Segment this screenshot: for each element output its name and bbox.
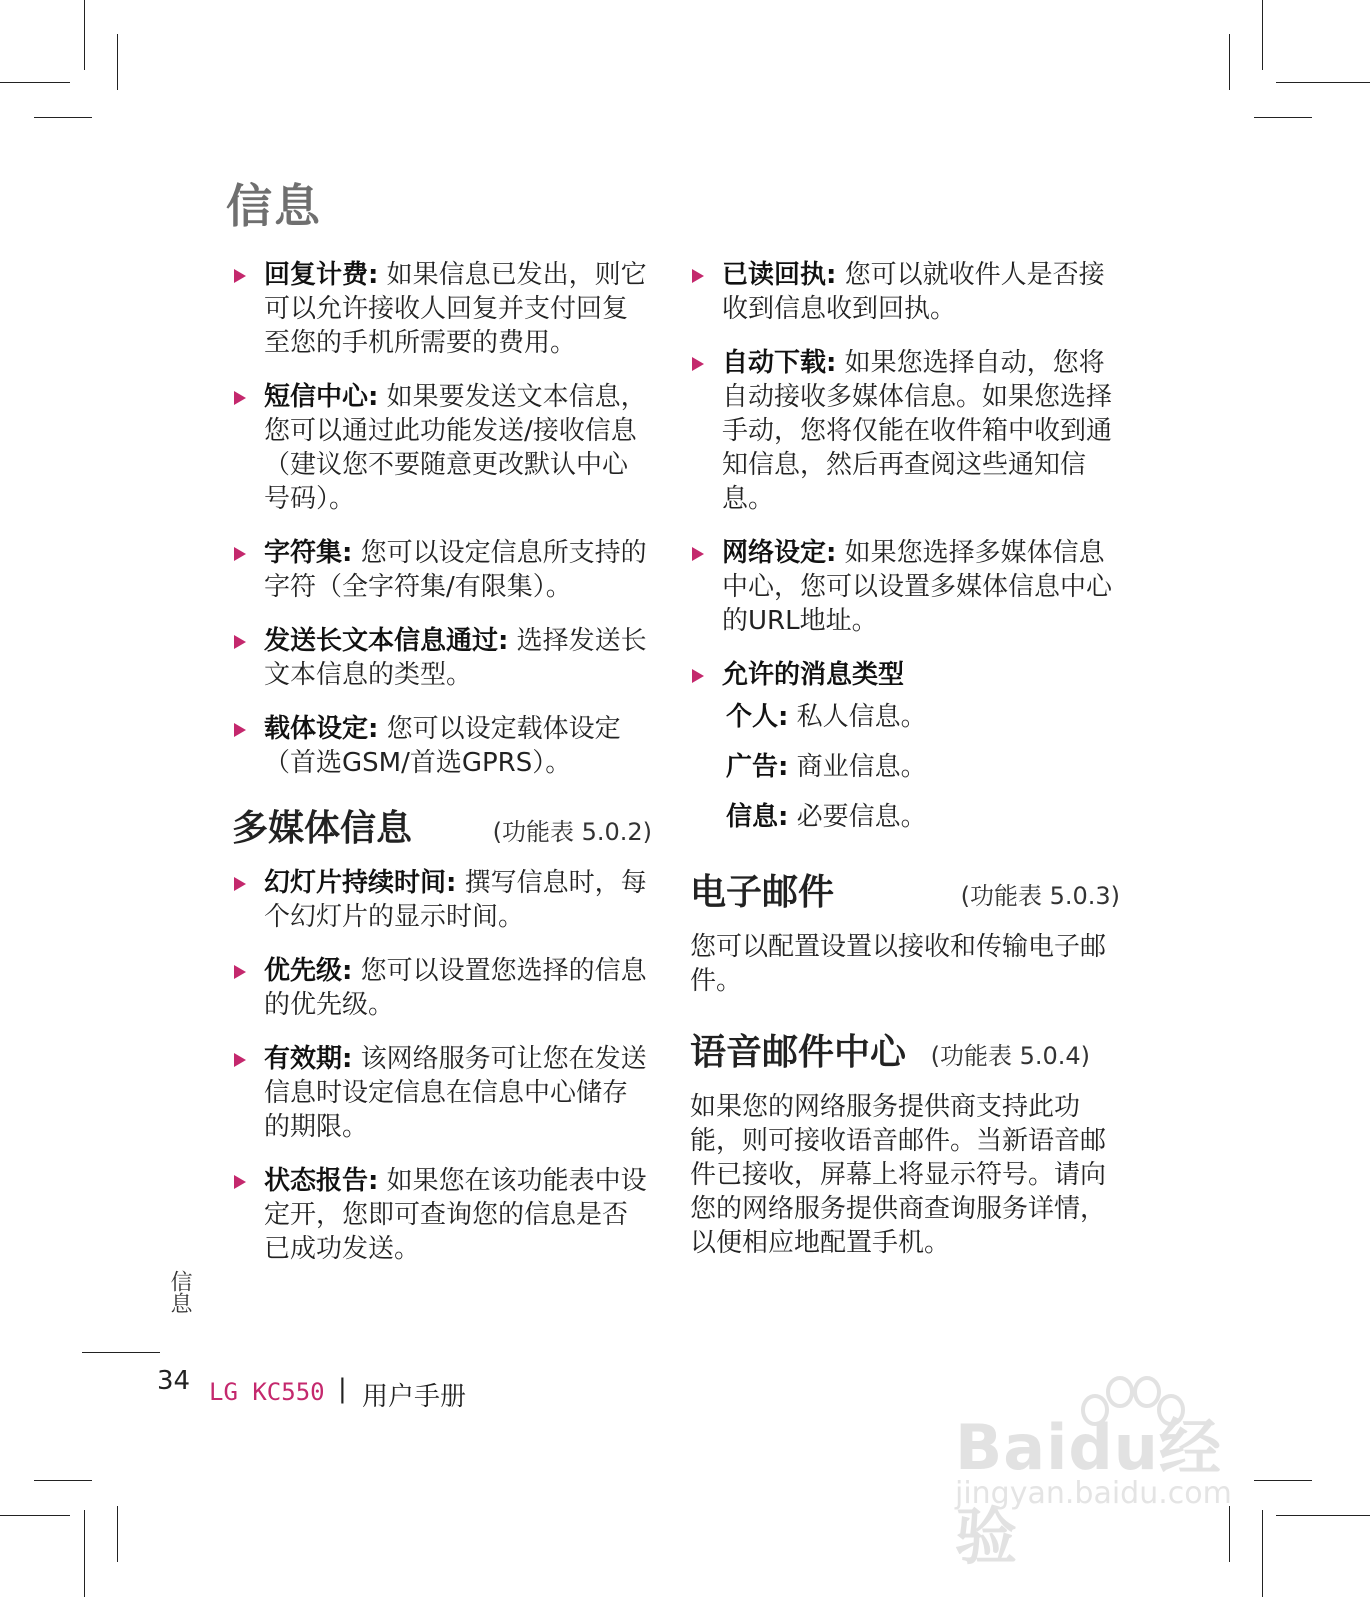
list-item: [690, 536, 1120, 638]
footer-brand: LG KC550: [209, 1378, 325, 1406]
crop-mark: [34, 1480, 92, 1481]
item-term: 载体设定:: [264, 714, 379, 744]
item-desc: 如果您选择多媒体信息中心，您可以设置多媒体信息中心的URL地址。: [722, 538, 1113, 636]
item-desc: 撰写信息时，每个幻灯片的显示时间。: [264, 868, 647, 932]
item-term: 短信中心:: [264, 382, 379, 412]
item-term: 有效期:: [264, 1044, 353, 1074]
item-desc: 您可以设定信息所支持的字符（全字符集/有限集）。: [264, 538, 647, 602]
voicemail-section-header: [690, 1024, 1120, 1076]
crop-mark: [117, 1506, 118, 1562]
section-body: 您可以配置设置以接收和传输电子邮件。: [690, 932, 1107, 996]
item-term: 发送长文本信息通过:: [264, 626, 509, 656]
list-item: [232, 380, 652, 516]
section-title: 多媒体信息: [232, 808, 413, 849]
message-type-item: [726, 700, 1120, 734]
list-item: [690, 346, 1120, 516]
crop-mark: [1254, 117, 1312, 118]
item-term: 回复计费:: [264, 260, 379, 290]
crop-mark: [0, 1515, 70, 1516]
list-item: [232, 866, 652, 934]
item-desc: 私人信息。: [796, 702, 927, 732]
crop-mark: [84, 0, 85, 70]
item-desc: 您可以设定载体设定（首选GSM/首选GPRS）。: [264, 714, 621, 778]
item-term: 网络设定:: [722, 538, 837, 568]
item-desc: 如果要发送文本信息，您可以通过此功能发送/接收信息（建议您不要随意更改默认中心号码）。: [264, 382, 647, 514]
item-term: 信息:: [726, 802, 789, 832]
list-item: [232, 624, 652, 692]
item-term: 幻灯片持续时间:: [264, 868, 457, 898]
email-section-header: [690, 864, 1120, 916]
watermark: [955, 1370, 1265, 1573]
list-item: [232, 258, 652, 360]
section-body: 如果您的网络服务提供商支持此功能，则可接收语音邮件。当新语音邮件已接收，屏幕上将显示符号。请向您的网络服务提供商查询服务详情，以便相应地配置手机。: [690, 1092, 1107, 1258]
item-term: 广告:: [726, 752, 789, 782]
list-item: [690, 658, 1120, 692]
section-ref: (功能表 5.0.3): [960, 882, 1120, 910]
section-title: 语音邮件中心: [690, 1032, 907, 1073]
item-desc: 如果信息已发出，则它可以允许接收人回复并支付回复至您的手机所需要的费用。: [264, 260, 647, 358]
left-column: [232, 258, 652, 1286]
crop-mark: [1276, 1515, 1370, 1516]
message-type-item: [726, 800, 1120, 834]
right-column: [690, 258, 1120, 1274]
crop-mark: [1276, 82, 1370, 83]
crop-mark: [1229, 34, 1230, 90]
crop-mark: [34, 117, 92, 118]
mms-section-header: [232, 800, 652, 852]
item-term: 允许的消息类型: [722, 660, 905, 690]
crop-mark: [117, 34, 118, 90]
list-item: [232, 536, 652, 604]
item-desc: 如果您在该功能表中设定开，您即可查询您的信息是否已成功发送。: [264, 1166, 647, 1264]
item-term: 自动下载:: [722, 348, 837, 378]
list-item: [232, 1042, 652, 1144]
item-desc: 商业信息。: [796, 752, 927, 782]
crop-mark: [0, 82, 70, 83]
footer-separator: |: [338, 1374, 347, 1404]
section-ref: (功能表 5.0.2): [492, 818, 652, 846]
item-desc: 该网络服务可让您在发送信息时设定信息在信息中心储存的期限。: [264, 1044, 647, 1142]
item-desc: 必要信息。: [796, 802, 927, 832]
footer-manual: 用户手册: [362, 1382, 467, 1412]
item-desc: 您可以设置您选择的信息的优先级。: [264, 956, 647, 1020]
item-desc: 选择发送长文本信息的类型。: [264, 626, 647, 690]
item-desc: 如果您选择自动，您将自动接收多媒体信息。如果您选择手动，您将仅能在收件箱中收到通知信息，然后再查阅这些通知信息。: [722, 348, 1113, 514]
side-tab: 信息: [167, 1270, 192, 1314]
page-number: 34: [157, 1366, 191, 1396]
page-title: 信息: [226, 179, 322, 233]
section-ref: (功能表 5.0.4): [930, 1042, 1090, 1070]
item-term: 已读回执:: [722, 260, 837, 290]
list-item: [232, 712, 652, 780]
list-item: [232, 1164, 652, 1266]
section-title: 电子邮件: [690, 872, 835, 913]
item-desc: 您可以就收件人是否接收到信息收到回执。: [722, 260, 1105, 324]
crop-mark: [84, 1510, 85, 1597]
item-term: 状态报告:: [264, 1166, 379, 1196]
item-term: 优先级:: [264, 956, 353, 986]
item-term: 字符集:: [264, 538, 353, 568]
crop-mark: [1262, 0, 1263, 70]
watermark-logo: Baidu经验: [955, 1411, 1222, 1573]
footer-divider: [82, 1352, 160, 1353]
list-item: [232, 954, 652, 1022]
item-term: 个人:: [726, 702, 789, 732]
message-type-item: [726, 750, 1120, 784]
list-item: [690, 258, 1120, 326]
watermark-url: jingyan.baidu.com: [955, 1476, 1232, 1511]
